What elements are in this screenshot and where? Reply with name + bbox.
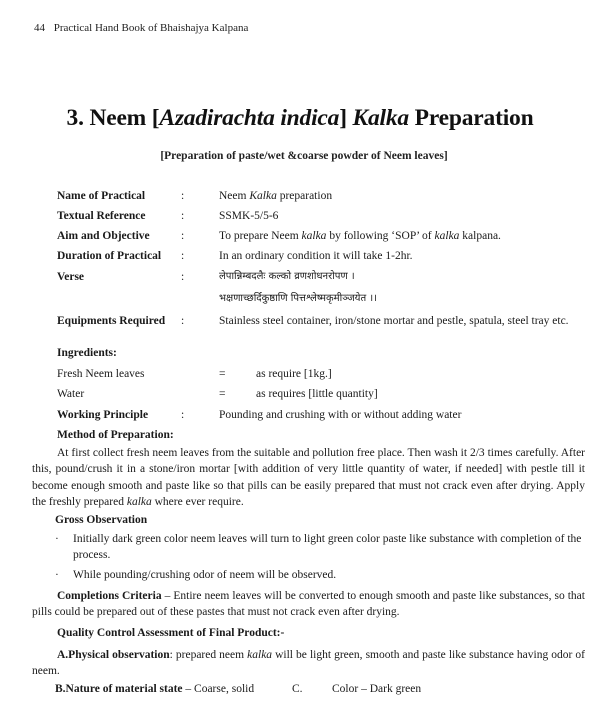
list-item [55,532,585,563]
detail-value: In an ordinary condition it will take 1-2hr. [219,250,413,262]
color-letter: C. [292,683,303,695]
text: by following ‘SOP’ of [326,230,435,242]
title-prefix: 3. Neem [ [66,105,160,131]
chapter-title [0,105,600,132]
completion-label: Completions Criteria [57,590,162,602]
ingredient-name: Fresh Neem leaves [57,368,145,380]
verse-line-2: भक्षणाच्छर्दिकुष्ठाणि पित्तश्लेष्मकृमीञ्जयेत ।। [219,293,377,304]
list-item-text: While pounding/crushing odor of neem will be observed. [73,569,337,581]
title-kalka: Kalka [352,105,409,131]
gross-observation-heading: Gross Observation [55,514,148,526]
detail-value [219,189,589,203]
list-item-text: Initially dark green color neem leaves will turn to light green color paste like substance with completion of the process. [73,533,582,561]
method-heading: Method of Preparation: [57,429,174,441]
text: To prepare Neem [219,230,302,242]
text-italic: kalka [301,230,327,242]
color-assessment [332,683,421,695]
colon: : [181,210,185,222]
detail-label: Verse [57,271,85,283]
colon: : [181,315,185,327]
detail-value: Stainless steel container, iron/stone mortar and pestle, spatula, steel tray etc. [219,315,569,327]
detail-label: Textual Reference [57,210,146,222]
detail-label: Aim and Objective [57,230,150,242]
equals-sign: = [219,388,226,400]
text: will be light green, smooth and paste like substance having odor of neem. [32,649,585,678]
ingredient-amount: as require [1kg.] [256,368,332,380]
nature-label: B.Nature of material state [55,683,183,695]
completion-criteria [32,588,585,621]
method-paragraph [32,445,585,510]
running-header [34,22,248,34]
text: – Dark green [358,683,422,695]
colon: : [181,230,185,242]
detail-label: Working Principle [57,409,149,421]
list-item [55,568,585,584]
nature-of-material [55,683,254,695]
colon: : [181,190,185,202]
ingredient-amount: as requires [little quantity] [256,388,378,400]
book-title: Practical Hand Book of Bhaishajya Kalpana [53,22,249,34]
chapter-subtitle: [Preparation of paste/wet &coarse powder of Neem leaves] [160,150,448,162]
colon: : [181,271,185,283]
text-italic: kalka [434,230,460,242]
colon: : [181,409,185,421]
ingredient-name: Water [57,388,85,400]
title-mid: ] [339,105,353,131]
detail-label: Equipments Required [57,315,166,327]
text-italic: kalka [126,495,152,508]
equals-sign: = [219,368,226,380]
quality-heading: Quality Control Assessment of Final Product:- [57,627,285,639]
bullet-icon: · [55,569,59,581]
title-suffix: Preparation [409,105,534,131]
text-italic: Kalka [249,190,277,202]
ingredients-heading: Ingredients: [57,347,117,359]
detail-value [219,229,589,243]
detail-label: Name of Practical [57,190,146,202]
physical-observation [32,647,585,680]
text: Neem [219,190,250,202]
detail-value: Pounding and crushing with or without adding water [219,409,462,421]
text: where ever require. [151,495,244,508]
page-number: 44 [34,22,45,34]
verse-line-1: लेपान्निम्बदलैः कल्को व्रणशोधनरोपण । [219,271,355,282]
text: – Coarse, solid [182,683,255,695]
colon: : [181,250,185,262]
text: kalpana. [459,230,501,242]
text: – Entire neem leaves will be converted to enough smooth and paste like substances, so that pills could be prepared out of these pastes that must not crack even after drying. [32,590,585,619]
detail-label: Duration of Practical [57,250,162,262]
detail-value: SSMK-5/5-6 [219,210,279,222]
color-label: Color [332,683,359,695]
physical-observation-label: A.Physical observation [57,649,170,661]
text: : prepared neem [169,649,248,661]
text-italic: kalka [247,649,273,661]
text: preparation [276,190,333,202]
text: At first collect fresh neem leaves from the suitable and pollution free place. Then wash it 2/3 times carefully. After this, pound/crush it in a stone/iron mortar [with addition of very little quantity of water, if needed] with pestle till it become enough smooth and paste like so that pills can be easily prepared that must not crack even after drying. Apply the freshly prepared [32,447,585,508]
botanical-name: Azadirachta indica [159,105,340,131]
bullet-icon: · [55,533,59,545]
